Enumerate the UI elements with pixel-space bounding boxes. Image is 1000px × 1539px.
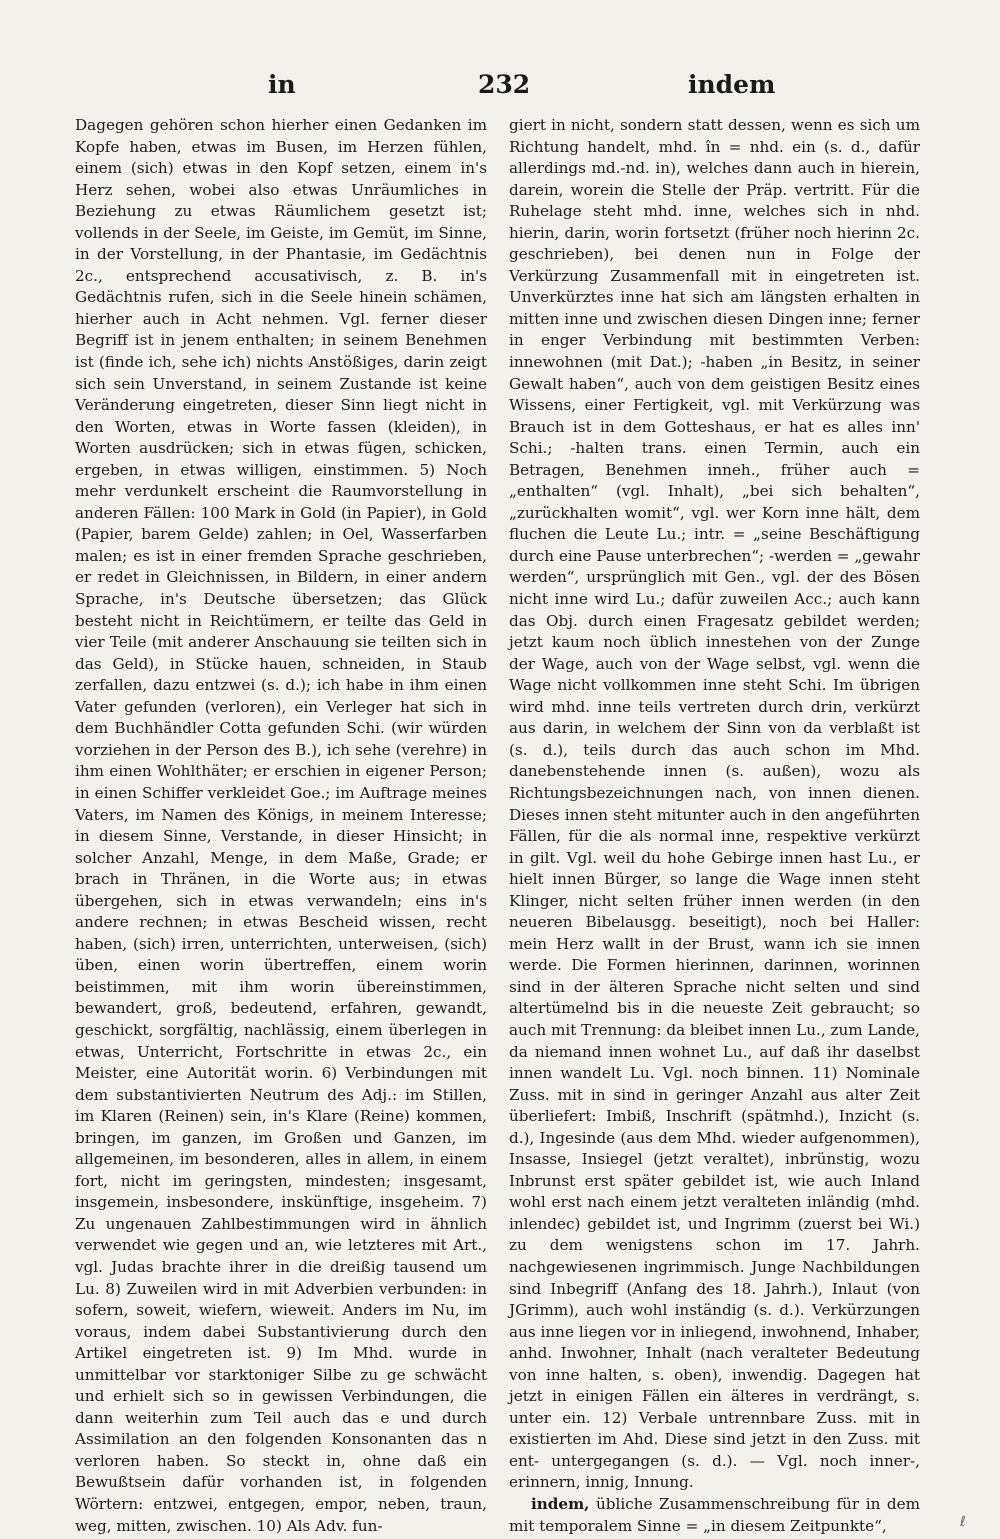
left-column-text: Dagegen gehören schon hierher einen Gedanken im Kopfe haben, etwas im Busen, im Herzen fühlen, einem (sich) etwas in den Kopf setzen, einem in's Herz sehen, wobei also etwas Unräumliches in Beziehung zu etwas Räumlichem gesetzt ist; vollends in der Seele, im Geiste, im Gemüt, im Sinne, in der Vorstellung, in der Phantasie, im Gedächtnis 2c., entsprechend accusativisch, z. B. in's Gedächtnis rufen, sich in die Seele hinein schämen, hierher auch in Acht nehmen. Vgl. ferner dieser Begriff ist in jenem enthalten; in seinem Benehmen ist (finde ich, sehe ich) nichts Anstößiges, darin zeigt sich sein Unverstand, in seinem Zustande ist keine Veränderung eingetreten, dieser Sinn liegt nicht in den Worten, etwas in Worte fassen (kleiden), in Worten ausdrücken; sich in etwas fügen, schicken, ergeben, in etwas willigen, einstimmen. 5) Noch mehr verdunkelt erscheint die Raumvorstellung in anderen Fällen: 100 Mark in Gold (in Papier), in Gold (Papier, barem Gelde) zahlen; in Oel, Wasserfarben malen; es ist in einer fremden Sprache geschrieben, er redet in Gleichnissen, in Bildern, in einer andern Sprache, in's Deutsche übersetzen; das Glück besteht nicht in Reichtümern, er teilte das Geld in vier Teile (mit anderer Anschauung sie teilten sich in das Geld), in Stücke hauen, schneiden, in Staub zerfallen, dazu entzwei (s. d.); ich habe in ihm einen Vater gefunden (verloren), ein Verleger hat sich in dem Buchhändler Cotta gefunden Schi. (wir würden vorziehen in der Person des B.), ich sehe (verehre) in ihm einen Wohlthäter; er erschien in eigener Person; in einen Schiffer verkleidet Goe.; im Auftrage meines Vaters, im Namen des Königs, in meinem Interesse; in diesem Sinne, Verstande, in dieser Hinsicht; in solcher Anzahl, Menge, in dem Maße, Grade; er brach in Thränen, in die Worte aus; in etwas übergehen, sich in etwas verwandeln; eins in's andere rechnen; in etwas Bescheid wissen, recht haben, (sich) irren, unterrichten, unterweisen, (sich) üben, einen worin übertreffen, einem worin beistimmen, mit ihm worin übereinstimmen, bewandert, groß, bedeutend, erfahren, gewandt, geschickt, sorgfältig, nachlässig, einem überlegen in etwas, Unterricht, Fortschritte in etwas 2c., ein Meister, eine Autorität worin. 6) Verbindungen mit dem substantivierten Neutrum des Adj.: im Stillen, im Klaren (Reinen) sein, in's Klare (Reine) kommen, bringen, im ganzen, im Großen und Ganzen, im allgemeinen, im besonderen, alles in allem, in einem fort, nicht im geringsten, mindesten; insgesamt, insgemein, insbesondere, inskünftige, insgeheim. 7) Zu ungenauen Zahlbestimmungen wird in ähnlich verwendet wie gegen und an, wie letzteres mit Art., vgl. Judas brachte ihrer in die dreißig tausend um Lu. 8) Zuweilen wird in mit Adverbien verbunden: in sofern, soweit, wiefern, wieweit. Anders im Nu, im voraus, indem dabei Substantivierung durch den Artikel eingetreten ist. 9) Im Mhd. wurde in unmittelbar vor starktoniger Silbe zu ge schwächt und erhielt sich so in gewissen Verbindungen, die dann weiterhin zum Teil auch das e und durch Assimilation an den folgenden Konsonanten das n verloren haben. So steckt in, ohne daß ein Bewußtsein dafür vorhanden ist, in folgenden Wörtern: entzwei, entgegen, empor, neben, traun, weg, mitten, zwischen. 10) Als Adv. fun-	[75, 116, 487, 1535]
corner-mark: ℓ	[960, 1514, 966, 1530]
column-gutter	[497, 115, 498, 1405]
entry-indem	[509, 1494, 920, 1537]
running-header	[70, 70, 940, 110]
entry-text: übliche Zusammenschreibung für in dem mit temporalem Sinne = „in diesem Zeitpunkte“,	[509, 1495, 921, 1535]
right-column	[509, 115, 920, 1537]
left-headword: in	[268, 70, 296, 99]
right-column-text: giert in nicht, sondern statt dessen, wenn es sich um Richtung handelt, mhd. în = nhd. ein (s. d., dafür allerdings md.-nd. in), welches dann auch in hierein, darein, worein die Stelle der Präp. vertritt. Für die Ruhelage steht mhd. inne, welches sich in nhd. hierin, darin, worin fortsetzt (früher noch hierinn 2c. geschrieben), bei denen nun in Folge der Verkürzung Zusammenfall mit in eingetreten ist. Unverkürztes inne hat sich am längsten erhalten in mitten inne und zwischen diesen Dingen inne; ferner in enger Verbindung mit bestimmten Verben: innewohnen (mit Dat.); -haben „in Besitz, in seiner Gewalt haben“, auch von dem geistigen Besitz eines Wissens, einer Fertigkeit, vgl. mit Verkürzung was Brauch ist in dem Gotteshaus, er hat es alles inn' Schi.; -halten trans. einen Termin, auch ein Betragen, Benehmen inneh., früher auch = „enthalten“ (vgl. Inhalt), „bei sich behalten“, „zurückhalten womit“, vgl. wer Korn inne hält, dem fluchen die Leute Lu.; intr. = „seine Beschäftigung durch eine Pause unterbrechen“; -werden = „gewahr werden“, ursprünglich mit Gen., vgl. der des Bösen nicht inne wird Lu.; dafür zuweilen Acc.; auch kann das Obj. durch einen Fragesatz gebildet werden; jetzt kaum noch üblich innestehen von der Zunge der Wage, auch von der Wage selbst, vgl. wenn die Wage nicht vollkommen inne steht Schi. Im übrigen wird mhd. inne teils vertreten durch drin, verkürzt aus darin, in welchem der Sinn von da verblaßt ist (s. d.), teils durch das auch schon im Mhd. danebenstehende innen (s. außen), wozu als Richtungsbezeichnungen nach, von innen dienen. Dieses innen steht mitunter auch in den angeführten Fällen, für die als normal inne, respektive verkürzt in gilt. Vgl. weil du hohe Gebirge innen hast Lu., er hielt innen Bürger, so lange die Wage innen steht Klinger, nicht selten früher innen werden (in den neueren Bibelausgg. beseitigt), noch bei Haller: mein Herz wallt in der Brust, wann ich sie innen werde. Die Formen hierinnen, darinnen, worinnen sind in der älteren Sprache nicht selten und sind altertümelnd bis in die neueste Zeit gebraucht; so auch mit Trennung: da bleibet innen Lu., zum Lande, da niemand innen wohnet Lu., auf daß ihr daselbst innen wandelt Lu. Vgl. noch binnen. 11) Nominale Zuss. mit in sind in geringer Anzahl aus alter Zeit überliefert: Imbiß, Inschrift (spätmhd.), Inzicht (s. d.), Ingesinde (aus dem Mhd. wieder aufgenommen), Insasse, Insiegel (jetzt veraltet), inbrünstig, wozu Inbrunst erst später gebildet ist, wie auch Inland wohl erst nach einem jetzt veralteten inländig (mhd. inlendec) gebildet ist, und Ingrimm (zuerst bei Wi.) zu dem wenigstens schon im 17. Jahrh. nachgewiesenen ingrimmisch. Junge Nachbildungen sind Inbegriff (Anfang des 18. Jahrh.), Inlaut (von JGrimm), auch wohl inständig (s. d.). Verkürzungen aus inne liegen vor in inliegend, inwohnend, Inhaber, anhd. Inwohner, Inhalt (nach veralteter Bedeutung von inne halten, s. oben), inwendig. Dagegen hat jetzt in einigen Fällen ein älteres in verdrängt, s. unter ein. 12) Verbale untrennbare Zuss. mit in existierten im Ahd. Diese sind jetzt in den Zuss. mit ent- untergegangen (s. d.). — Vgl. noch inner-, erinnern, innig, Innung.	[509, 116, 920, 1492]
left-column	[75, 115, 487, 1537]
right-headword: indem	[688, 70, 776, 99]
entry-lemma: indem,	[531, 1495, 590, 1513]
page-number: 232	[478, 70, 531, 99]
